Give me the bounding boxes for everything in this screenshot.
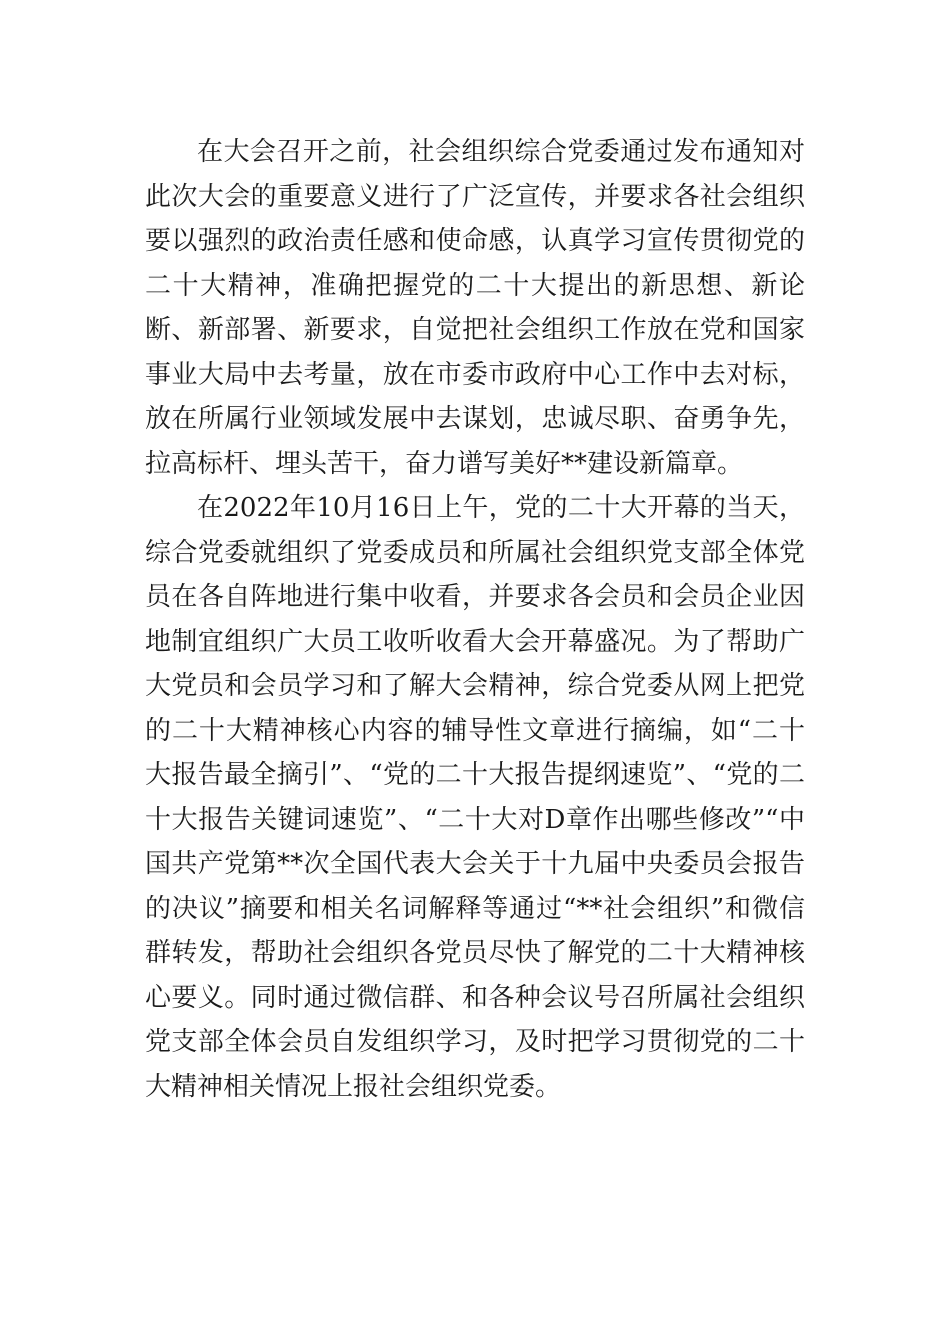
document-body xyxy=(145,130,805,1109)
paragraph-2: 在2022年10月16日上午，党的二十大开幕的当天，综合党委就组织了党委成员和所属社会组织党支部全体党员在各自阵地进行集中收看，并要求各会员和会员企业因地制宜组织广大员工收听收看大会开幕盛况。为了帮助广大党员和会员学习和了解大会精神，综合党委从网上把党的二十大精神核心内容的辅导性文章进行摘编，如“二十大报告最全摘引”、“党的二十大报告提纲速览”、“党的二十大报告关键词速览”、“二十大对D章作出哪些修改”“中国共产党第**次全国代表大会关于十九届中央委员会报告的决议”摘要和相关名词解释等通过“**社会组织”和微信群转发，帮助社会组织各党员尽快了解党的二十大精神核心要义。同时通过微信群、和各种会议号召所属社会组织党支部全体会员自发组织学习，及时把学习贯彻党的二十大精神相关情况上报社会组织党委。 xyxy=(145,493,805,1102)
paragraph-1: 在大会召开之前，社会组织综合党委通过发布通知对此次大会的重要意义进行了广泛宣传，并要求各社会组织要以强烈的政治责任感和使命感，认真学习宣传贯彻党的二十大精神，准确把握党的二十大提出的新思想、新论断、新部署、新要求，自觉把社会组织工作放在党和国家事业大局中去考量，放在市委市政府中心工作中去对标，放在所属行业领域发展中去谋划，忠诚尽职、奋勇争先，拉高标杆、埋头苦干，奋力谱写美好**建设新篇章。 xyxy=(145,137,805,479)
